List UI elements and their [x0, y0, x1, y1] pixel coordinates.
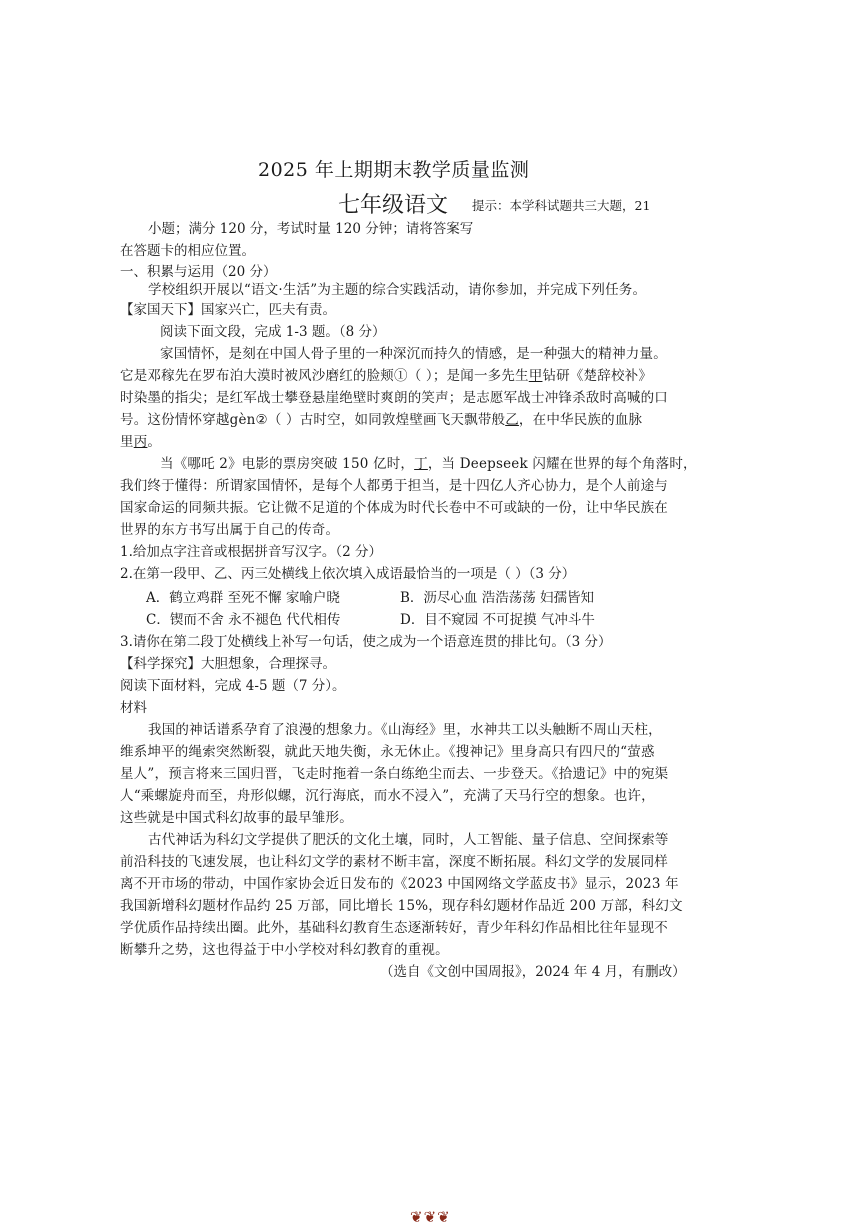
blank-bing: 丙: [133, 434, 148, 450]
material2-line1: 古代神话为科幻文学提供了肥沃的文化土壤，同时，人工智能、量子信息、空间探索等: [148, 832, 669, 848]
passage1-line1: 家国情怀，是刻在中国人骨子里的一种深沉而持久的情感，是一种强大的精神力量。: [160, 346, 667, 362]
material2-line6: 断攀升之势，这也得益于中小学校对科幻教育的重视。: [120, 942, 449, 958]
material1-line5: 这些就是中国式科幻故事的最早雏形。: [120, 810, 353, 826]
material2-line4: 我国新增科幻题材作品约 25 万部，同比增长 15%，现存科幻题材作品近 200 万部，科幻文: [120, 898, 683, 914]
passage2-line2: 我们终于懂得：所谓家国情怀，是每个人都勇于担当，是十四亿人齐心协力，是个人前途与: [120, 478, 668, 494]
subject-title: 七年级语文: [338, 193, 449, 218]
question-2-option-d: D．目不窥园 不可捉摸 气冲斗牛: [400, 612, 595, 628]
passage2-line1: 当《哪吒 2》电影的票房突破 150 亿时，丁，当 Deepseek 闪耀在世界的每个角落时，: [160, 456, 697, 472]
reading-instruction-1: 阅读下面文段，完成 1-3 题。（8 分）: [160, 324, 386, 340]
hint-text: 提示：本学科试题共三大题，21: [472, 198, 651, 213]
blank-jia: 甲: [528, 368, 543, 384]
material1-line2: 维系坤平的绳索突然断裂，就此天地失衡，永无休止。《搜神记》里身高只有四尺的“萤惑: [120, 744, 655, 760]
material2-line3: 离不开市场的带动，中国作家协会近日发布的《2023 中国网络文学蓝皮书》显示，2023 年: [120, 876, 679, 892]
material1-line1: 我国的神话谱系孕育了浪漫的想象力。《山海经》里，水神共工以头触断不周山天柱，: [148, 722, 662, 738]
reading-instruction-2: 阅读下面材料，完成 4-5 题（7 分）。: [120, 678, 346, 694]
question-2-option-c: C．锲而不舍 永不褪色 代代相传: [146, 612, 341, 628]
question-2-option-b: B．沥尽心血 浩浩荡荡 妇孺皆知: [400, 590, 595, 606]
passage1-line5: 里丙。: [120, 434, 162, 450]
source-citation: （选自《文创中国周报》，2024 年 4 月，有删改）: [380, 964, 686, 980]
passage2-line3: 国家命运的同频共振。它让微不足道的个体成为时代长卷中不可或缺的一份，让中华民族在: [120, 500, 668, 516]
hint-text-continued: 小题；满分 120 分，考试时量 120 分钟；请将答案写: [148, 221, 474, 237]
passage2-line4: 世界的东方书写出属于自己的传奇。: [120, 522, 340, 538]
topic-heading-science: 【科学探究】大胆想象，合理探寻。: [120, 656, 336, 672]
blank-yi: 乙: [505, 412, 519, 428]
question-3: 3.请你在第二段丁处横线上补写一句话，使之成为一个语意连贯的排比句。（3 分）: [120, 634, 612, 650]
passage1-line4: 号。这份情怀穿越gèn②（ ）古时空，如同敦煌壁画飞天飘带般乙，在中华民族的血脉: [120, 412, 643, 428]
blank-ding: 丁: [414, 456, 428, 472]
page-title: 2025 年上期期末教学质量监测: [258, 159, 530, 181]
question-2: 2.在第一段甲、乙、丙三处横线上依次填入成语最恰当的一项是（ ）（3 分）: [120, 566, 576, 582]
passage1-line3: 时染墨的指尖；是红军战士攀登悬崖绝壁时爽朗的笑声；是志愿军战士冲锋杀敌时高喊的口: [120, 390, 668, 406]
passage1-line2: 它是邓稼先在罗布泊大漠时被风沙磨红的脸颊①（ ）；是闻一多先生甲钻研《楚辞校补》: [120, 368, 653, 384]
topic-heading-family-country: 【家国天下】国家兴亡，匹夫有责。: [120, 302, 336, 318]
material1-line4: 人“乘螺旋舟而至，舟形似螺，沉行海底，而水不浸入”，充满了天马行空的想象。也许，: [120, 788, 655, 804]
material2-line2: 前沿科技的飞速发展，也让科幻文学的素材不断丰富，深度不断拓展。科幻文学的发展同样: [120, 854, 668, 870]
material2-line5: 学优质作品持续出圈。此外，基础科幻教育生态逐渐转好，青少年科幻作品相比往年显现不: [120, 920, 668, 936]
section-intro: 学校组织开展以“语文·生活”为主题的综合实践活动，请你参加，并完成下列任务。: [148, 282, 647, 298]
question-1: 1.给加点字注音或根据拼音写汉字。（2 分）: [120, 544, 383, 560]
question-2-option-a: A．鹤立鸡群 至死不懈 家喻户晓: [146, 590, 340, 606]
section-heading: 一、积累与运用（20 分）: [120, 264, 277, 280]
material-label: 材料: [120, 700, 147, 716]
material1-line3: 星人”，预言将来三国归晋，飞走时拖着一条白练绝尘而去、一步登天。《拾遗记》中的宛渠: [120, 766, 669, 782]
hint-text-end: 在答题卡的相应位置。: [120, 243, 255, 259]
footer-ornament-icon: ❦❦❦: [410, 1208, 451, 1226]
